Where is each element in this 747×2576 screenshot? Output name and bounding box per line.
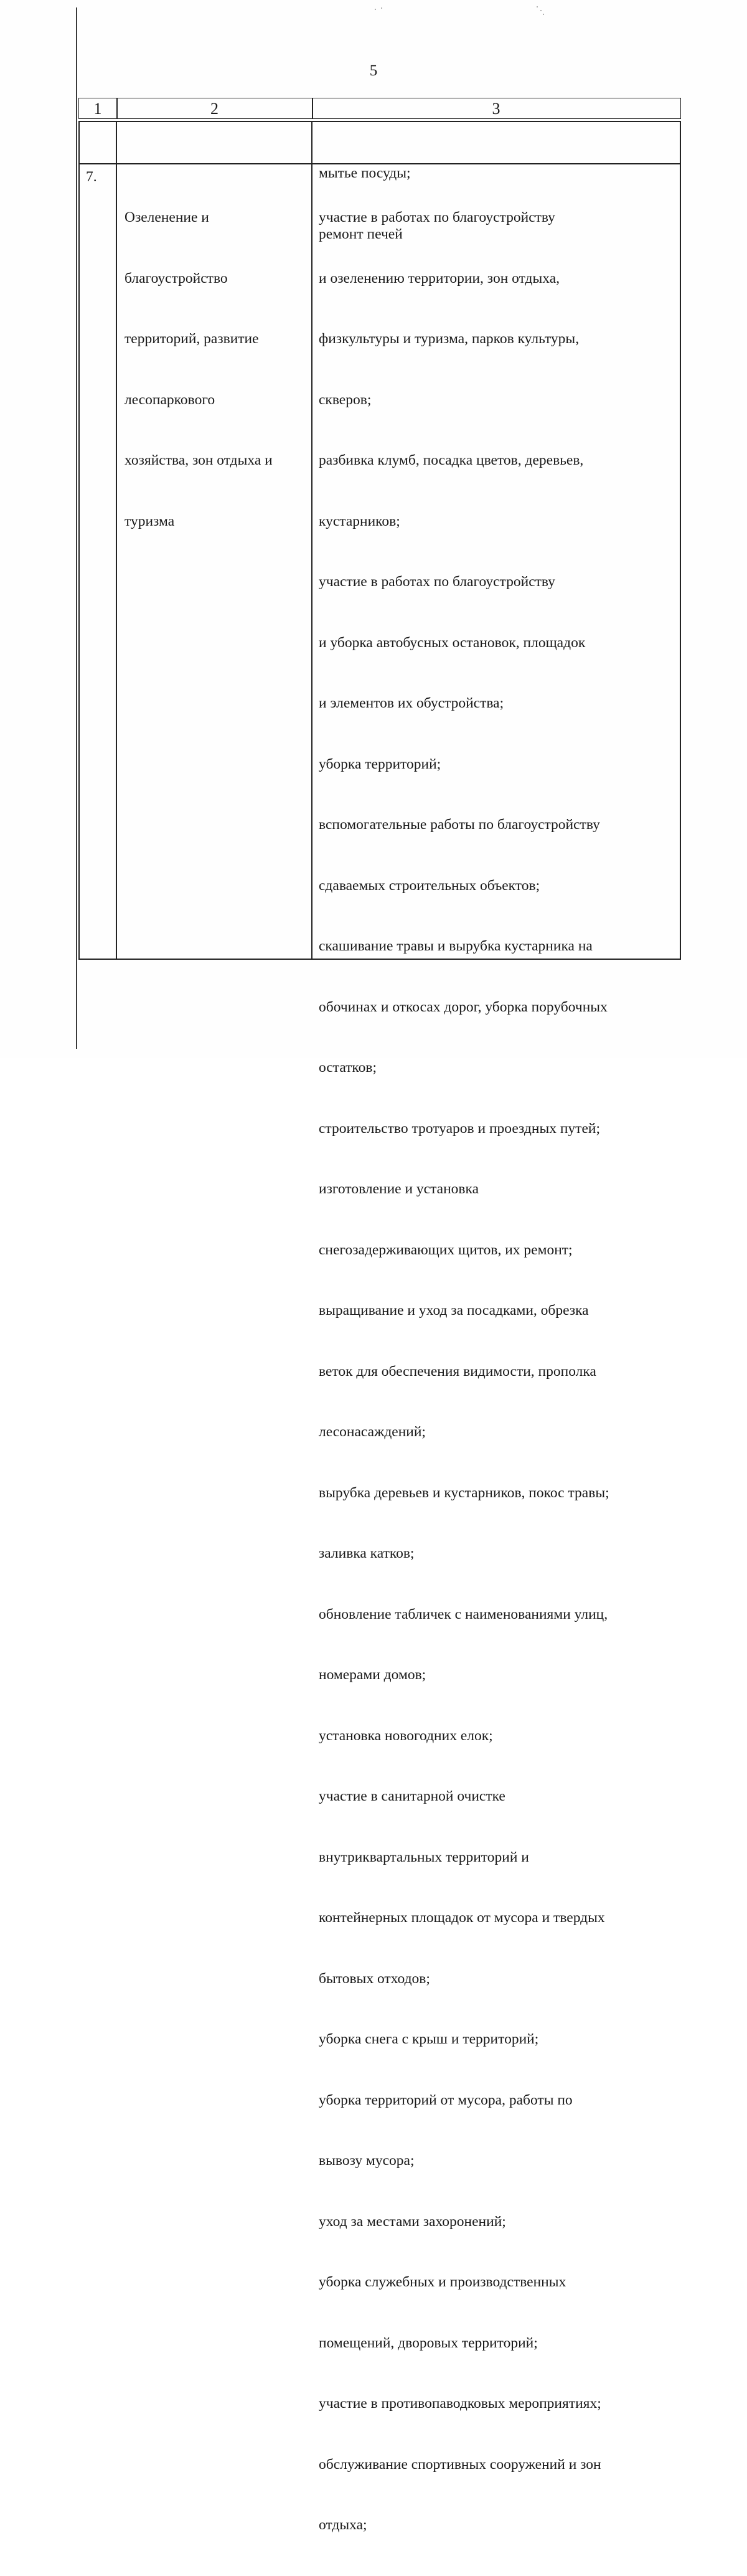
header-col-1: 1 — [93, 100, 102, 118]
text-line: разбивка клумб, посадка цветов, деревьев, — [319, 452, 584, 468]
text-line: контейнерных площадок от мусора и твердых — [319, 1910, 605, 1926]
text-line: туризма — [125, 513, 175, 529]
page-number: 5 — [369, 62, 378, 79]
text-line: уход за местами захоронений; — [319, 2213, 506, 2230]
text-line: участие в противопаводковых мероприятиях; — [319, 2395, 601, 2412]
text-line: обновление табличек с наименованиями улиц, — [319, 1606, 608, 1622]
text-line: лесопаркового — [125, 391, 215, 408]
scan-artifacts — [0, 5, 747, 24]
text-line: лесонасаждений; — [319, 1424, 426, 1440]
text-line: участие в санитарной очистке — [319, 1788, 505, 1804]
text-line: участие в работах по благоустройству — [319, 574, 555, 590]
text-line: внутриквартальных территорий и — [319, 1849, 529, 1865]
row-7-title — [125, 167, 273, 572]
text-line: вспомогательные работы по благоустройству — [319, 817, 600, 833]
text-line: физкультуры и туризма, парков культуры, — [319, 331, 580, 347]
text-line: ремонт печей — [319, 225, 403, 242]
text-line: уборка территорий; — [319, 755, 441, 772]
text-line: вырубка деревьев и кустарников, покос травы; — [319, 1484, 609, 1501]
text-line: изготовление и установка — [319, 1181, 479, 1197]
scan-binding-edge — [76, 7, 77, 1049]
row-number: 7. — [86, 169, 97, 185]
table-border-right — [680, 121, 681, 959]
text-line: строительство тротуаров и проездных путей; — [319, 1120, 600, 1137]
text-line: территорий, развитие — [125, 331, 259, 347]
text-line: отдыха; — [319, 2517, 367, 2533]
table-border-left — [78, 121, 80, 959]
text-line: участие в работах по благоустройству — [319, 209, 555, 225]
text-line: остатков; — [319, 1059, 377, 1076]
text-line: сдаваемых строительных объектов; — [319, 877, 540, 894]
row-7-works-list — [319, 167, 609, 2576]
table-header-row — [78, 98, 681, 119]
text-line: номерами домов; — [319, 1667, 426, 1683]
table-border-top — [78, 121, 681, 122]
header-col-3: 3 — [492, 100, 500, 118]
text-line: скверов; — [319, 391, 372, 408]
text-line: хозяйства, зон отдыха и — [125, 452, 273, 468]
text-line: выращивание и уход за посадками, обрезка — [319, 1302, 589, 1319]
text-line: Озеленение и — [125, 209, 209, 225]
text-line: помещений, дворовых территорий; — [319, 2334, 538, 2351]
header-col-2: 2 — [210, 100, 218, 118]
text-line: скашивание травы и вырубка кустарника на — [319, 938, 593, 954]
text-line: уборка служебных и производственных — [319, 2274, 566, 2290]
text-line: обслуживание спортивных сооружений и зон — [319, 2456, 601, 2473]
text-line: мытье посуды; — [319, 165, 411, 181]
text-line: вывозу мусора; — [319, 2152, 415, 2169]
text-line: заливка катков; — [319, 1545, 415, 1561]
text-line: веток для обеспечения видимости, прополка — [319, 1363, 596, 1380]
text-line: кустарников; — [319, 513, 400, 529]
column-divider — [311, 121, 312, 959]
text-line: и элементов их обустройства; — [319, 695, 504, 711]
column-divider — [116, 121, 117, 959]
text-line: установка новогодних елок; — [319, 1727, 493, 1744]
text-line: уборка территорий от мусора, работы по — [319, 2091, 573, 2108]
text-line: и уборка автобусных остановок, площадок — [319, 634, 586, 651]
text-line: благоустройство — [125, 270, 228, 286]
text-line: обочинах и откосах дорог, уборка порубочных — [319, 998, 608, 1015]
text-line: уборка снега с крыш и территорий; — [319, 2031, 539, 2047]
text-line: снегозадерживающих щитов, их ремонт; — [319, 1241, 573, 1258]
text-line: и озеленению территории, зон отдыха, — [319, 270, 560, 286]
text-line: бытовых отходов; — [319, 1970, 430, 1987]
